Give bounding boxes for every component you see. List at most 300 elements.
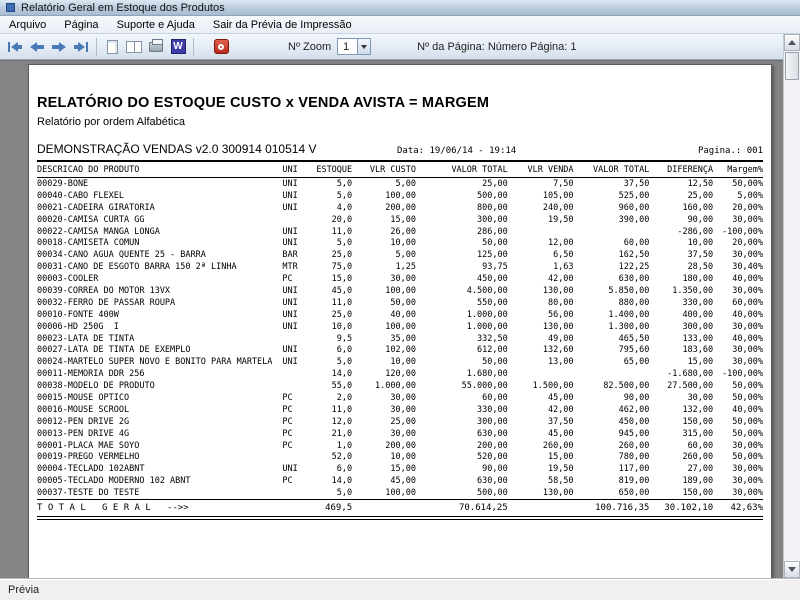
scroll-down-button[interactable] [784,561,800,578]
table-cell: 00029-BONE [37,178,89,189]
table-cell: 37,50 [687,250,714,261]
table-cell: 10,0 [331,321,353,332]
scroll-up-button[interactable] [784,34,800,51]
table-cell: 25,0 [331,250,353,261]
table-cell: 90,00 [482,464,508,475]
arrow-up-icon [788,40,796,45]
column-header: VLR CUSTO [369,165,416,175]
table-cell: 00012-PEN DRIVE 2G [37,416,130,427]
table-cell: 00018-CAMISETA COMUN [37,238,140,249]
table-cell: 525,00 [618,190,650,201]
table-cell: 880,00 [618,297,650,308]
table-cell: 40,00 [390,309,416,320]
table-cell: 50,00 [482,357,508,368]
table-cell: 50,00 [482,238,508,249]
table-cell: 1,63 [553,262,574,273]
table-cell: 55.000,00 [461,381,508,392]
table-cell: 30,00% [732,464,764,475]
report-page [28,64,772,578]
table-row [37,404,763,416]
scrollbar-thumb[interactable] [785,52,799,80]
menubar [0,16,800,34]
table-cell: 30,00% [732,488,764,499]
table-cell: 27,00 [687,464,714,475]
table-cell: 00024-MARTELO SUPER NOVO E BONITO PARA MARTELA [37,357,273,368]
table-row [37,344,763,356]
table-cell: 450,00 [477,274,508,285]
table-cell: 00006-HD 250G I [37,321,119,332]
table-cell: 80,00 [547,297,574,308]
total-row [37,500,763,516]
table-cell: 5,0 [336,357,353,368]
table-cell: 50,00% [732,428,764,439]
table-cell: 260,00 [682,452,714,463]
single-page-button[interactable] [101,37,123,57]
table-cell: 60,00 [623,238,650,249]
table-cell: 00004-TECLADO 102ABNT [37,464,145,475]
table-row [37,368,763,380]
table-cell: UNI [282,238,298,249]
table-cell: 30,00% [732,357,764,368]
table-cell: PC [282,274,293,285]
table-cell: 183,60 [682,345,714,356]
report-table [37,162,763,520]
table-cell: 50,00 [390,297,416,308]
table-cell: 90,00 [623,392,650,403]
export-word-button[interactable] [167,37,189,57]
table-cell: 330,00 [477,404,508,415]
table-cell: 00022-CAMISA MANGA LONGA [37,226,160,237]
column-header: DIFERENÇA [667,165,714,175]
table-cell: PC [282,476,293,487]
table-cell: 125,00 [477,250,508,261]
table-cell: 300,00 [477,214,508,225]
table-cell: 105,00 [542,190,574,201]
table-cell: 612,00 [477,345,508,356]
table-row [37,285,763,297]
table-cell: 5.850,00 [608,285,650,296]
menu-sair-da-previa[interactable]: Sair da Prévia de Impressão [212,18,352,31]
next-page-button[interactable] [48,37,70,57]
table-cell: 40,00% [732,333,764,344]
table-cell: 450,00 [618,416,650,427]
table-row [37,273,763,285]
zoom-dropdown-button[interactable] [357,39,370,54]
table-cell: 50,00% [732,452,764,463]
table-cell: 5,0 [336,488,353,499]
table-cell: BAR [282,250,298,261]
table-cell: 10,00 [687,238,714,249]
next-page-icon [51,41,67,53]
table-cell: 11,0 [331,226,353,237]
toolbar-separator [96,38,97,56]
table-cell: 37,50 [547,416,574,427]
table-cell: 30,00 [390,404,416,415]
table-cell: UNI [282,309,298,320]
table-cell: 11,0 [331,404,353,415]
table-cell: 28,50 [687,262,714,273]
table-cell: -1.680,00 [667,369,714,380]
column-header: Margem% [727,165,764,175]
table-cell: 1.500,00 [532,381,574,392]
table-cell: 56,00 [547,309,574,320]
table-cell: 45,00 [390,476,416,487]
table-row [37,463,763,475]
table-cell: 30,40% [732,262,764,273]
table-cell: 30,00 [687,392,714,403]
table-row [37,392,763,404]
table-cell: 300,00 [477,416,508,427]
column-header: ESTOQUE [316,165,353,175]
table-cell: 1.000,00 [466,321,508,332]
table-cell: 60,00 [687,440,714,451]
table-cell: 130,00 [542,488,574,499]
table-cell: 286,00 [477,226,508,237]
table-row [37,356,763,368]
rule-bottom-double [37,516,763,520]
table-cell: 130,00 [542,321,574,332]
menu-pagina[interactable]: Página [64,18,99,31]
table-cell: 00005-TECLADO MODERNO 102 ABNT [37,476,191,487]
table-cell: 14,0 [331,476,353,487]
report-title: RELATÓRIO DO ESTOQUE CUSTO x VENDA AVISTA = MARGEM [37,95,490,111]
scrollbar-track[interactable] [784,81,800,561]
table-cell: 1.400,00 [608,309,650,320]
table-cell: PC [282,428,293,439]
table-cell: 20,00% [732,238,764,249]
table-cell: 100,00 [385,321,416,332]
table-cell: 00023-LATA DE TINTA [37,333,135,344]
table-cell: UNI [282,226,298,237]
table-cell: 6,50 [553,250,574,261]
table-cell: 60,00% [732,297,764,308]
table-cell: 50,00% [732,178,764,189]
window-title: Relatório Geral em Estoque dos Produtos [21,1,225,14]
column-header: DESCRICAO DO PRODUTO [37,165,140,175]
total-cell: 30.102,10 [664,503,714,514]
table-cell: 150,00 [682,416,714,427]
table-cell: 5,0 [336,178,353,189]
table-cell: 58,50 [547,476,574,487]
table-cell: 100,00 [385,488,416,499]
table-cell: 630,00 [477,476,508,487]
table-cell: 25,00 [482,178,508,189]
table-cell: -100,00% [722,369,764,380]
table-cell: 13,00 [547,357,574,368]
zoom-label: Nº Zoom [288,40,332,53]
table-cell: 315,00 [682,428,714,439]
table-row [37,380,763,392]
table-cell: 40,00% [732,274,764,285]
table-cell: 132,60 [542,345,574,356]
table-cell: 630,00 [477,428,508,439]
table-cell: 162,50 [618,250,650,261]
table-cell: 100,00 [385,190,416,201]
total-cell: T O T A L G E R A L -->> [37,503,189,514]
report-subtitle: Relatório por ordem Alfabética [37,116,185,128]
titlebar [0,0,800,16]
toolbar [0,34,783,60]
table-cell: 00015-MOUSE OPTICO [37,392,130,403]
table-cell: 00031-CANO DE ESGOTO BARRA 150 2ª LINHA [37,262,237,273]
table-cell: 332,50 [477,333,508,344]
table-cell: 100,00 [385,285,416,296]
table-row [37,297,763,309]
page-info-label: Nº da Página: Número Página: 1 [417,40,577,53]
table-body [37,178,763,499]
table-cell: 1.000,00 [466,309,508,320]
table-cell: 21,0 [331,428,353,439]
table-cell: 390,00 [618,214,650,225]
table-cell: 133,00 [682,333,714,344]
table-cell: 00016-MOUSE SCROOL [37,404,130,415]
table-cell: 65,00 [623,357,650,368]
table-cell: UNI [282,202,298,213]
table-cell: UNI [282,464,298,475]
table-cell: UNI [282,297,298,308]
table-row [37,237,763,249]
table-cell: 9,5 [336,333,353,344]
table-cell: UNI [282,345,298,356]
table-cell: 00013-PEN DRIVE 4G [37,428,130,439]
table-cell: 132,00 [682,404,714,415]
first-page-button[interactable] [4,37,26,57]
column-header: VLR VENDA [527,165,574,175]
table-cell: 180,00 [682,274,714,285]
table-row [37,190,763,202]
table-cell: -100,00% [722,226,764,237]
last-page-button[interactable] [70,37,92,57]
printer-icon [149,42,163,52]
table-cell: 90,00 [687,214,714,225]
zoom-value: 1 [343,40,350,53]
menu-suporte-e-ajuda[interactable]: Suporte e Ajuda [116,18,195,31]
table-cell: 00010-FONTE 400W [37,309,119,320]
previous-page-button[interactable] [26,37,48,57]
table-cell: 25,00 [687,190,714,201]
table-cell: 1.350,00 [672,285,714,296]
total-cell: 42,63% [730,503,764,514]
table-cell: 35,00 [390,333,416,344]
table-row [37,261,763,273]
status-text: Prévia [8,583,40,596]
table-cell: 12,00 [547,238,574,249]
table-cell: 30,00% [732,440,764,451]
table-cell: 4,0 [336,202,353,213]
single-page-icon [107,40,118,54]
table-cell: 1.300,00 [608,321,650,332]
table-cell: 25,00 [390,416,416,427]
table-row [37,428,763,440]
print-button[interactable] [145,37,167,57]
table-cell: 14,0 [331,369,353,380]
table-cell: 30,00 [390,428,416,439]
table-cell: 45,0 [331,285,353,296]
table-cell: 200,00 [477,440,508,451]
table-cell: 15,0 [331,274,353,285]
table-cell: 30,00% [732,476,764,487]
table-cell: 12,50 [687,178,714,189]
table-cell: 102,00 [385,345,416,356]
chevron-down-icon [361,45,367,49]
table-cell: UNI [282,190,298,201]
zoom-select[interactable] [337,38,371,55]
table-cell: 4.500,00 [466,285,508,296]
report-page-number: Pagina.: 001 [697,146,763,156]
table-cell: 00011-MEMÓRIA DDR 256 [37,369,145,380]
table-cell: 6,0 [336,464,353,475]
table-cell: 40,00% [732,309,764,320]
table-cell: 82.500,00 [603,381,650,392]
total-cell: 100.716,35 [595,503,650,514]
table-cell: 650,00 [618,488,650,499]
table-cell: 55,0 [331,381,353,392]
table-cell: PC [282,404,293,415]
facing-pages-button[interactable] [123,37,145,57]
table-cell: UNI [282,357,298,368]
table-cell: 462,00 [618,404,650,415]
table-cell: 52,0 [331,452,353,463]
table-row [37,202,763,214]
table-cell: 500,00 [477,190,508,201]
table-cell: 00038-MODELO DE PRODUTO [37,381,155,392]
table-cell: 260,00 [542,440,574,451]
table-cell: 00003-COOLER [37,274,99,285]
table-cell: 60,00 [482,392,508,403]
table-cell: 5,0 [336,238,353,249]
table-cell: 400,00 [682,309,714,320]
table-cell: 11,0 [331,297,353,308]
table-cell: 30,00% [732,285,764,296]
table-cell: 30,00% [732,345,764,356]
table-cell: 15,00 [547,452,574,463]
table-cell: 945,00 [618,428,650,439]
total-cell: 70.614,25 [458,503,508,514]
table-cell: 630,00 [618,274,650,285]
table-row [37,487,763,499]
table-cell: 300,00 [682,321,714,332]
previous-page-icon [29,41,45,53]
table-row [37,451,763,463]
table-cell: 2,0 [336,392,353,403]
table-row [37,226,763,238]
table-cell: 260,00 [618,440,650,451]
table-row [37,249,763,261]
app-icon [6,3,15,12]
table-cell: 45,00 [547,428,574,439]
table-cell: PC [282,440,293,451]
table-row [37,475,763,487]
table-cell: 10,00 [390,357,416,368]
table-cell: 1.000,00 [375,381,416,392]
table-cell: 30,00% [732,250,764,261]
table-cell: 50,00% [732,381,764,392]
table-cell: 780,00 [618,452,650,463]
table-row [37,321,763,333]
table-cell: 960,00 [618,202,650,213]
table-cell: -286,00 [677,226,714,237]
table-cell: 15,00 [687,357,714,368]
table-cell: 00021-CADEIRA GIRATORIA [37,202,155,213]
close-preview-button[interactable] [210,37,232,57]
table-cell: 75,0 [331,262,353,273]
table-cell: 520,00 [477,452,508,463]
facing-pages-icon [126,41,142,53]
table-cell: 5,00 [395,178,416,189]
table-cell: UNI [282,285,298,296]
table-cell: 42,00 [547,274,574,285]
table-cell: 1,25 [395,262,416,273]
table-cell: 1.680,00 [466,369,508,380]
table-cell: 49,00 [547,333,574,344]
table-cell: 5,0 [336,190,353,201]
table-cell: 27.500,00 [667,381,714,392]
table-cell: 93,75 [482,262,508,273]
table-cell: 19,50 [547,464,574,475]
table-cell: 500,00 [477,488,508,499]
table-cell: 7,50 [553,178,574,189]
column-header: VALOR TOTAL [593,165,650,175]
table-cell: 30,00 [390,274,416,285]
table-cell: 819,00 [618,476,650,487]
table-cell: 30,00% [732,214,764,225]
table-cell: 795,60 [618,345,650,356]
arrow-down-icon [788,567,796,572]
table-header-row [37,162,763,177]
table-cell: 15,00 [390,214,416,225]
table-row [37,333,763,345]
table-cell: 15,00 [390,464,416,475]
table-cell: 800,00 [477,202,508,213]
stop-icon [214,39,229,54]
table-cell: 25,0 [331,309,353,320]
word-export-icon: W [171,39,186,54]
table-cell: 42,00 [547,404,574,415]
table-cell: 26,00 [390,226,416,237]
table-cell: MTR [282,262,298,273]
table-cell: 00001-PLACA MÃE SOYO [37,440,140,451]
table-cell: 465,50 [618,333,650,344]
report-info-line [37,142,763,156]
table-cell: 45,00 [547,392,574,403]
table-cell: 00020-CAMISA CURTA GG [37,214,145,225]
table-row [37,309,763,321]
last-page-icon [73,41,89,53]
table-cell: 20,0 [331,214,353,225]
table-cell: 37,50 [623,178,650,189]
table-cell: 50,00% [732,392,764,403]
table-cell: 00034-CANO AGUA QUENTE 25 - BARRA [37,250,206,261]
table-cell: 40,00% [732,404,764,415]
table-cell: 1,0 [336,440,353,451]
table-cell: 6,0 [336,345,353,356]
menu-arquivo[interactable]: Arquivo [9,18,47,31]
table-cell: 00027-LATA DE TINTA DE EXEMPLO [37,345,191,356]
column-header: VALOR TOTAL [451,165,508,175]
table-cell: 240,00 [542,202,574,213]
table-cell: 550,00 [477,297,508,308]
table-cell: 330,00 [682,297,714,308]
table-cell: 189,00 [682,476,714,487]
table-cell: 19,50 [547,214,574,225]
table-cell: PC [282,392,293,403]
vertical-scrollbar[interactable] [783,34,800,578]
table-cell: UNI [282,178,298,189]
toolbar-separator [193,38,194,56]
table-row [37,178,763,190]
table-cell: 00019-PREGO VERMELHO [37,452,140,463]
table-cell: 00039-CORREA DO MOTOR 13VX [37,285,171,296]
